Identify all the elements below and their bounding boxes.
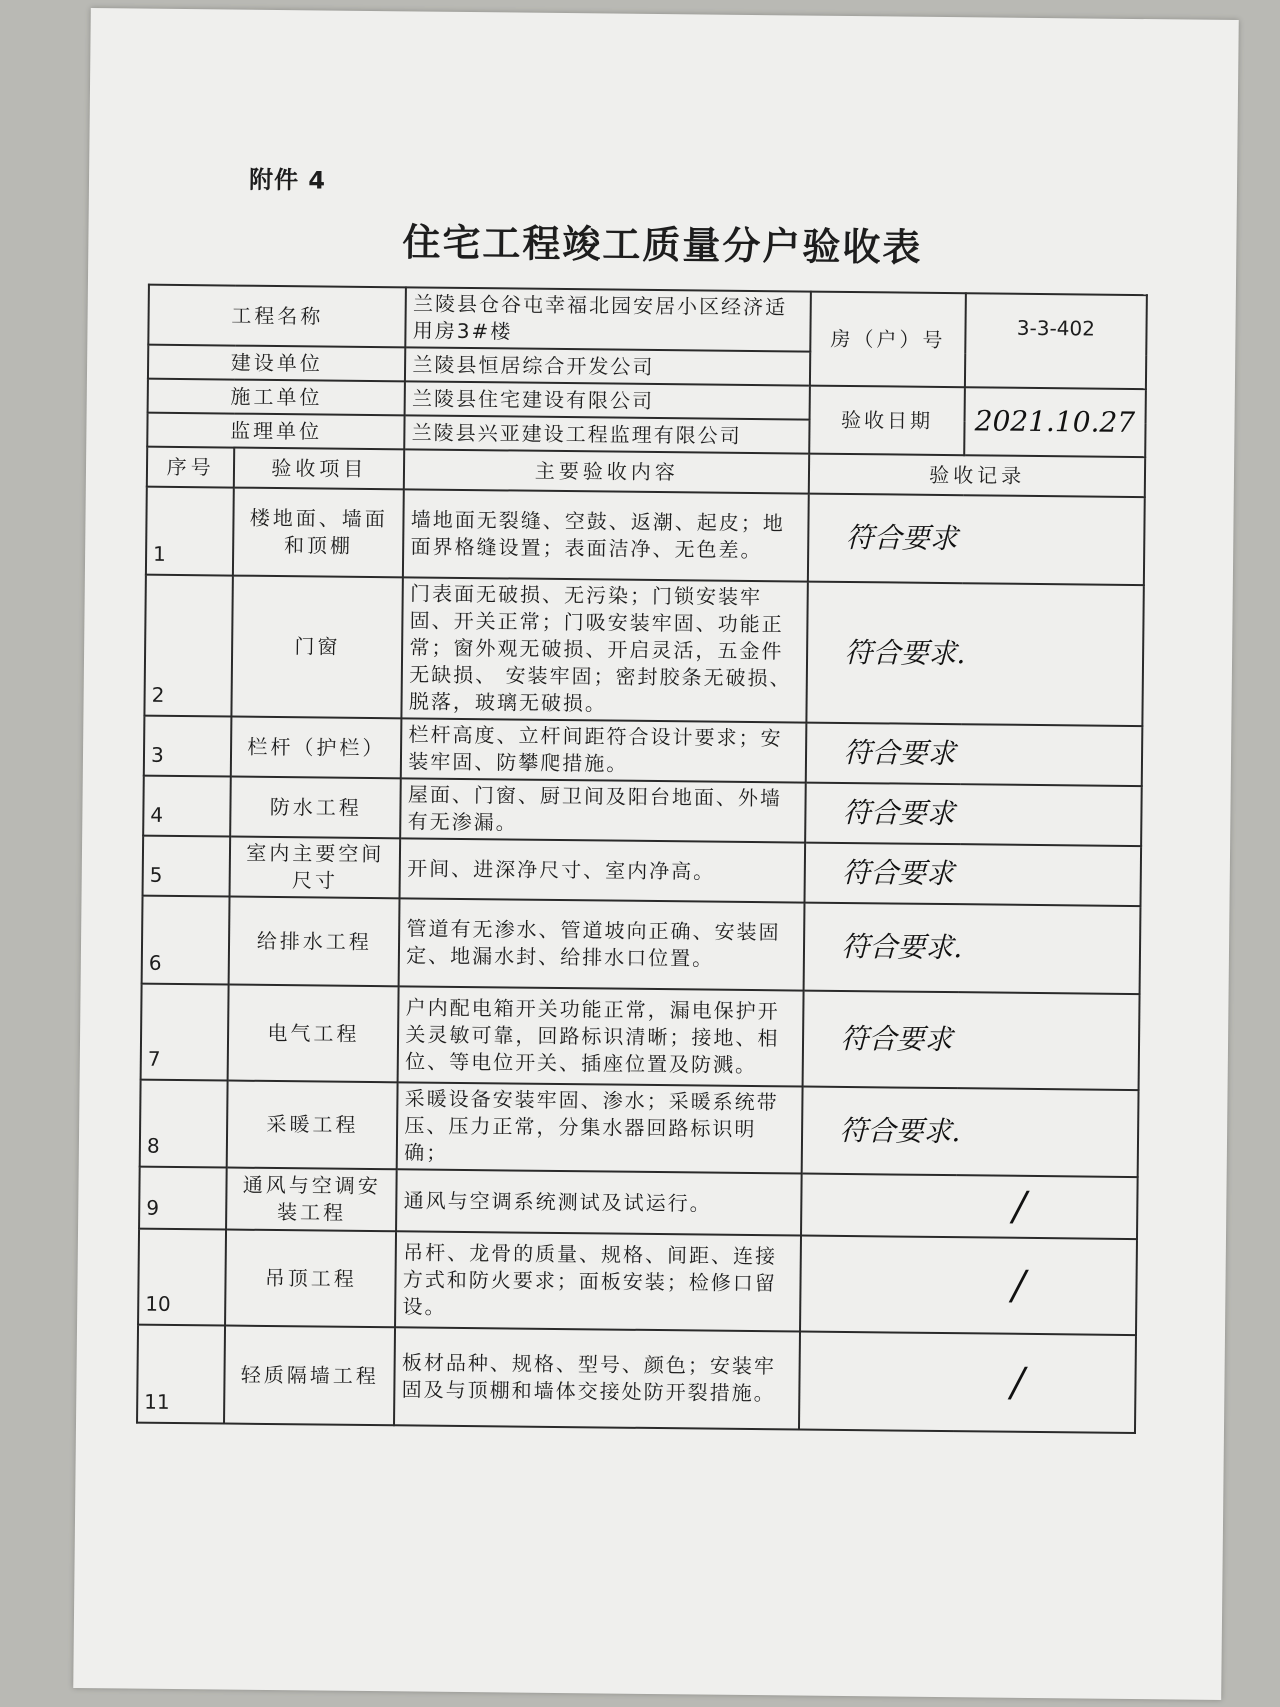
paper-sheet: [73, 8, 1239, 1700]
project-name-label: 工程名称: [148, 285, 406, 348]
row-content: 开间、进深净尺寸、室内净高。: [400, 838, 806, 902]
row-number: 7: [141, 984, 229, 1081]
row-record-signature: 符合要求: [806, 723, 1142, 787]
row-content: 户内配电箱开关功能正常，漏电保护开关灵敏可靠，回路标识清晰；接地、相位、等电位开关、插座位置及防溅。: [398, 986, 804, 1086]
row-item: 电气工程: [228, 985, 399, 1083]
table-row: [142, 896, 1141, 994]
row-item: 采暖工程: [227, 1081, 398, 1170]
contractor-value: 兰陵县住宅建设有限公司: [405, 381, 810, 419]
row-record-signature: 符合要求: [803, 991, 1140, 1091]
table-row: [146, 487, 1145, 585]
row-item: 栏杆（护栏）: [231, 717, 402, 779]
column-header-item: 验收项目: [234, 448, 404, 490]
table-row: [140, 1080, 1139, 1177]
page-title: 住宅工程竣工质量分户验收表: [402, 220, 923, 270]
row-number: 1: [146, 487, 234, 576]
row-record-signature: 符合要求: [805, 843, 1141, 907]
row-number: 9: [139, 1167, 227, 1230]
table-row: [143, 776, 1142, 846]
developer-value: 兰陵县恒居综合开发公司: [405, 347, 810, 385]
date-value: 2021.10.27: [964, 387, 1146, 457]
row-record-signature: 符合要求: [808, 494, 1145, 586]
attachment-label: 附件 4: [248, 165, 327, 195]
row-content: 墙地面无裂缝、空鼓、返潮、起皮；地面界格缝设置；表面洁净、无色差。: [403, 489, 809, 581]
row-record-signature: 符合要求.: [807, 582, 1144, 727]
table-row: [141, 984, 1140, 1090]
table-row: [144, 575, 1143, 726]
table-row: [143, 836, 1142, 906]
developer-label: 建设单位: [148, 345, 406, 382]
house-no-label: 房（户）号: [810, 292, 965, 388]
row-item: 给排水工程: [229, 897, 400, 987]
row-record-slash: /: [799, 1332, 1136, 1434]
row-record-signature: 符合要求.: [802, 1087, 1139, 1178]
row-number: 5: [143, 836, 231, 897]
project-name-value: 兰陵县仓谷屯幸福北园安居小区经济适用房3#楼: [406, 287, 812, 351]
house-no-value: 3-3-402: [965, 293, 1147, 389]
row-content: 栏杆高度、立杆间距符合设计要求；安装牢固、防攀爬措施。: [401, 718, 807, 782]
column-header-content: 主要验收内容: [404, 449, 809, 493]
row-record-signature: 符合要求.: [804, 903, 1141, 995]
contractor-label: 施工单位: [148, 379, 406, 416]
row-number: 2: [144, 575, 233, 717]
row-item: 吊顶工程: [225, 1230, 396, 1328]
column-header-no: 序号: [147, 447, 235, 488]
row-content: 门表面无破损、无污染；门锁安装牢固、开关正常；门吸安装牢固、功能正常；窗外观无破损、开启灵活，五金件无缺损、 安装牢固；密封胶条无破损、脱落，玻璃无破损。: [402, 577, 808, 722]
row-number: 10: [138, 1229, 226, 1326]
row-item: 轻质隔墙工程: [224, 1326, 395, 1426]
row-item: 防水工程: [230, 777, 401, 839]
row-content: 屋面、门窗、厨卫间及阳台地面、外墙有无渗漏。: [400, 778, 806, 842]
supervisor-value: 兰陵县兴亚建设工程监理有限公司: [405, 415, 810, 453]
row-number: 3: [144, 716, 232, 777]
row-item: 楼地面、墙面和顶棚: [233, 488, 404, 578]
date-label: 验收日期: [810, 386, 965, 456]
row-item: 门窗: [232, 576, 404, 719]
row-content: 板材品种、规格、型号、颜色；安装牢固及与顶棚和墙体交接处防开裂措施。: [394, 1327, 800, 1429]
table-row: [139, 1167, 1138, 1239]
table-row: [137, 1325, 1136, 1433]
row-record-slash: /: [801, 1174, 1137, 1240]
row-record-signature: 符合要求: [805, 783, 1141, 847]
row-number: 11: [137, 1325, 225, 1424]
row-number: 6: [142, 896, 230, 985]
acceptance-form-table: [136, 284, 1148, 1434]
row-content: 吊杆、龙骨的质量、规格、间距、连接方式和防火要求；面板安装；检修口留设。: [395, 1231, 801, 1331]
row-content: 管道有无渗水、管道坡向正确、安装固定、地漏水封、给排水口位置。: [399, 898, 805, 990]
row-item: 室内主要空间尺寸: [230, 837, 401, 899]
row-content: 采暖设备安装牢固、渗水；采暖系统带压、压力正常，分集水器回路标识明确；: [397, 1082, 803, 1173]
row-content: 通风与空调系统测试及试运行。: [396, 1169, 802, 1235]
table-row: [144, 716, 1143, 786]
table-row: [138, 1229, 1137, 1335]
row-item: 通风与空调安装工程: [226, 1168, 397, 1232]
row-number: 8: [140, 1080, 228, 1168]
row-number: 4: [143, 776, 231, 837]
supervisor-label: 监理单位: [147, 413, 405, 450]
column-header-record: 验收记录: [809, 454, 1145, 498]
row-record-slash: /: [800, 1236, 1137, 1336]
